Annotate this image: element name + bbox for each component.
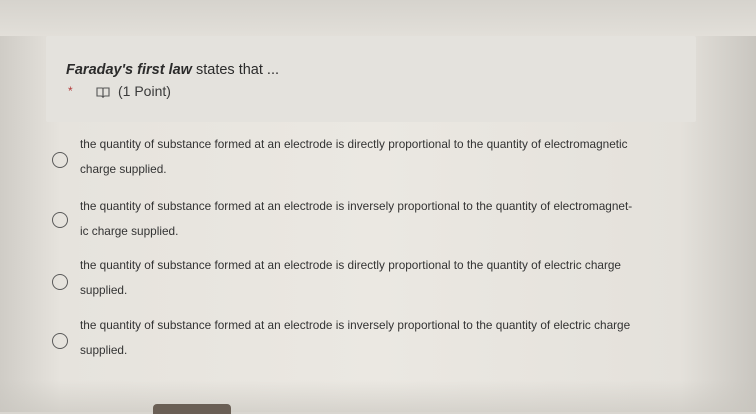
- option-line-2: ic charge supplied.: [80, 224, 179, 238]
- radio-button[interactable]: [52, 152, 68, 168]
- option-line-1: the quantity of substance formed at an electrode is directly proportional to the quantity of electromagnetic: [80, 137, 628, 151]
- option-line-2: supplied.: [80, 283, 128, 297]
- question-card: [46, 36, 696, 122]
- option-line-1: the quantity of substance formed at an electrode is directly proportional to the quantity of electric charge: [80, 258, 621, 272]
- bottom-shading: [0, 380, 756, 412]
- immersive-reader-icon[interactable]: [96, 86, 110, 98]
- option-text: [80, 132, 665, 182]
- option-text: [80, 313, 665, 363]
- option-text: [80, 194, 665, 244]
- option-line-1: the quantity of substance formed at an electrode is inversely proportional to the quantity of electromagnet-: [80, 199, 633, 213]
- next-button[interactable]: [153, 404, 231, 414]
- question-title-bold-2: law: [168, 62, 192, 78]
- option-line-2: supplied.: [80, 343, 128, 357]
- option-line-2: charge supplied.: [80, 162, 167, 176]
- required-marker: *: [68, 84, 73, 98]
- question-title-bold-1: Faraday's first: [66, 62, 165, 78]
- option-text: [80, 253, 665, 303]
- points-label: (1 Point): [118, 83, 171, 99]
- radio-button[interactable]: [52, 212, 68, 228]
- question-title-rest: states that ...: [191, 62, 280, 78]
- radio-button[interactable]: [52, 333, 68, 349]
- question-title: [66, 62, 279, 78]
- option-line-1: the quantity of substance formed at an electrode is inversely proportional to the quantity of electric charge: [80, 318, 631, 332]
- header-strip: [0, 0, 756, 36]
- radio-button[interactable]: [52, 274, 68, 290]
